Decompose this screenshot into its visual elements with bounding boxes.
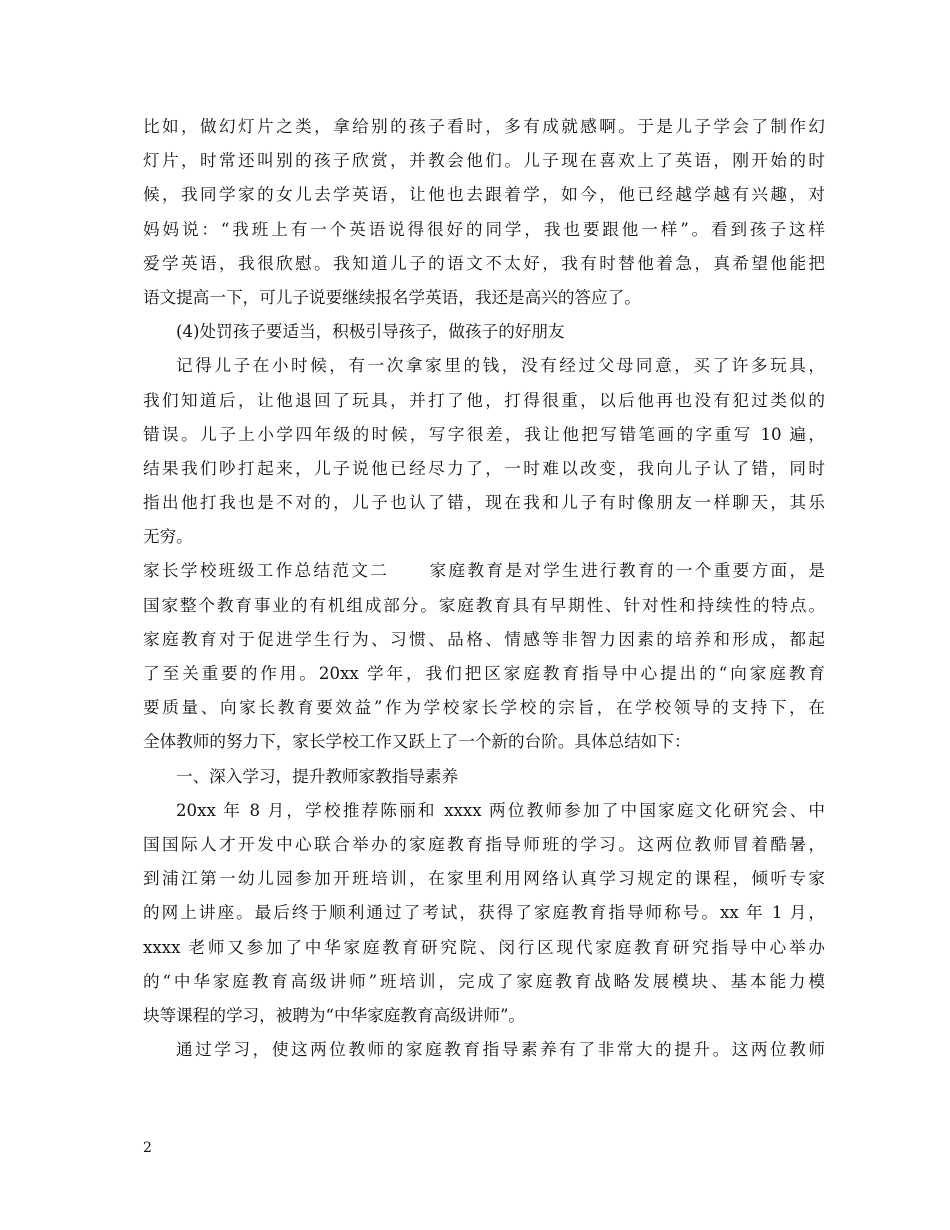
text-line: 结果我们吵打起来，儿子说他已经尽力了，一时难以改变，我向儿子认了错，同时	[143, 458, 825, 478]
text-line: 家庭教育对于促进学生行为、习惯、品格、情感等非智力因素的培养和形成，都起	[143, 629, 825, 649]
paragraph-4	[143, 554, 825, 759]
text-line: xxxx 老师又参加了中华家庭教育研究院、闵行区现代家庭教育研究指导中心举办	[143, 937, 825, 957]
text-line: 的“中华家庭教育高级讲师”班培训，完成了家庭教育战略发展模块、基本能力模	[143, 971, 825, 991]
document-body	[143, 110, 825, 1067]
text-line: 错误。儿子上小学四年级的时候，写字很差，我让他把写错笔画的字重写 10 遍，	[143, 424, 825, 444]
text-line: 候，我同学家的女儿去学英语，让他也去跟着学，如今，他已经越学越有兴趣，对	[143, 185, 825, 205]
text-line: 语文提高一下，可儿子说要继续报名学英语，我还是高兴的答应了。	[143, 287, 641, 307]
text-line: 国国际人才开发中心联合举办的家庭教育指导师班的学习。这两位教师冒着酷暑，	[143, 834, 825, 854]
text-line: 无穷。	[143, 527, 193, 547]
text-line: 国家整个教育事业的有机组成部分。家庭教育具有早期性、针对性和持续性的特点。	[143, 595, 825, 615]
text-line: 到浦江第一幼儿园参加开班培训，在家里利用网络认真学习规定的课程，倾听专家	[143, 869, 825, 889]
text-line: 一、深入学习，提升教师家教指导素养	[176, 766, 459, 786]
paragraph-1	[143, 110, 825, 315]
title-line-rest: 家庭教育是对学生进行教育的一个重要方面，是	[427, 561, 825, 581]
text-line: 妈妈说：“我班上有一个英语说得很好的同学，我也要跟他一样”。看到孩子这样	[143, 219, 825, 239]
text-line: 20xx 年 8 月，学校推荐陈丽和 xxxx 两位教师参加了中国家庭文化研究会、中	[176, 800, 825, 820]
text-line	[143, 554, 825, 588]
section-heading-4	[143, 315, 825, 349]
paragraph-3	[143, 349, 825, 554]
text-line: 爱学英语，我很欣慰。我知道儿子的语文不太好，我有时替他着急，真希望他能把	[143, 253, 825, 273]
text-line: 我们知道后，让他退回了玩具，并打了他，打得很重，以后他再也没有犯过类似的	[143, 390, 825, 410]
text-line: 了至关重要的作用。20xx 学年，我们把区家庭教育指导中心提出的“向家庭教育	[143, 664, 825, 683]
text-line: (4)处罚孩子要适当，积极引导孩子，做孩子的好朋友	[176, 322, 565, 342]
paragraph-6	[143, 794, 825, 1033]
paragraph-7	[143, 1033, 825, 1067]
text-line: 指出他打我也是不对的，儿子也认了错，现在我和儿子有时像朋友一样聊天，其乐	[143, 493, 825, 513]
page-number: 2	[143, 1140, 152, 1156]
section-heading-1	[143, 760, 825, 794]
text-line: 通过学习，使这两位教师的家庭教育指导素养有了非常大的提升。这两位教师	[176, 1040, 825, 1060]
text-line: 要质量、向家长教育要效益”作为学校家长学校的宗旨，在学校领导的支持下，在	[143, 698, 825, 718]
text-line: 灯片，时常还叫别的孩子欣赏，并教会他们。儿子现在喜欢上了英语，刚开始的时	[143, 151, 825, 171]
text-line: 块等课程的学习，被聘为“中华家庭教育高级讲师”。	[143, 1005, 526, 1025]
text-line: 比如，做幻灯片之类，拿给别的孩子看时，多有成就感啊。于是儿子学会了制作幻	[143, 117, 825, 136]
text-line: 的网上讲座。最后终于顺利通过了考试，获得了家庭教育指导师称号。xx 年 1 月，	[143, 903, 825, 923]
article-title: 家长学校班级工作总结范文二	[143, 561, 390, 581]
text-line: 全体教师的努力下，家长学校工作又跃上了一个新的台阶。具体总结如下：	[143, 732, 691, 752]
text-line: 记得儿子在小时候，有一次拿家里的钱，没有经过父母同意，买了许多玩具，	[176, 356, 825, 376]
